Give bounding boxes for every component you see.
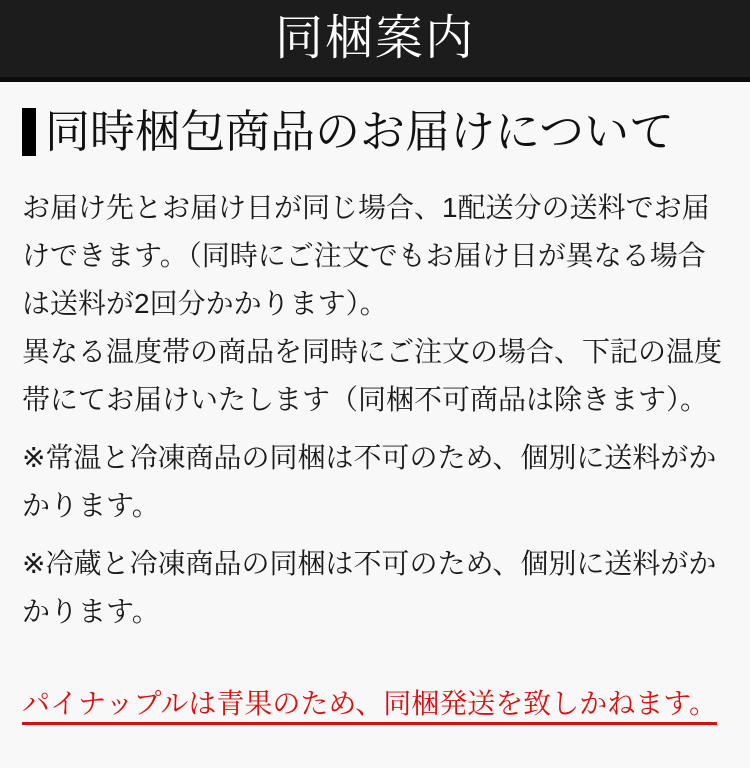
title-bar: [0, 0, 750, 82]
heading-accent-bar: [22, 108, 36, 156]
intro-sentence-temperature-zones: 異なる温度帯の商品を同時にご注文の場合、下記の温度帯にてお届けいたします（同梱不可商品は除きます）。: [22, 335, 723, 415]
section-heading-text: 同時梱包商品のお届けについて: [45, 106, 675, 157]
section-heading: [22, 106, 728, 158]
note-ambient-frozen: ※常温と冷凍商品の同梱は不可のため、個別に送料がかかります。: [22, 441, 717, 521]
content-area: [0, 106, 750, 768]
page-title: 同梱案内: [274, 11, 475, 65]
pineapple-alert-text: パイナップルは青果のため、同梱発送を致しかねます。: [22, 687, 717, 719]
alert-paragraph: [22, 680, 728, 728]
note-chilled-frozen: ※冷蔵と冷凍商品の同梱は不可のため、個別に送料がかかります。: [22, 547, 717, 627]
intro-paragraph: [22, 184, 728, 424]
intro-sentence-same-date: お届け先とお届け日が同じ場合、1配送分の送料でお届けできます。（同時にご注文でもお届け日が異なる場合は送料が2回分かかります）。: [22, 191, 710, 319]
